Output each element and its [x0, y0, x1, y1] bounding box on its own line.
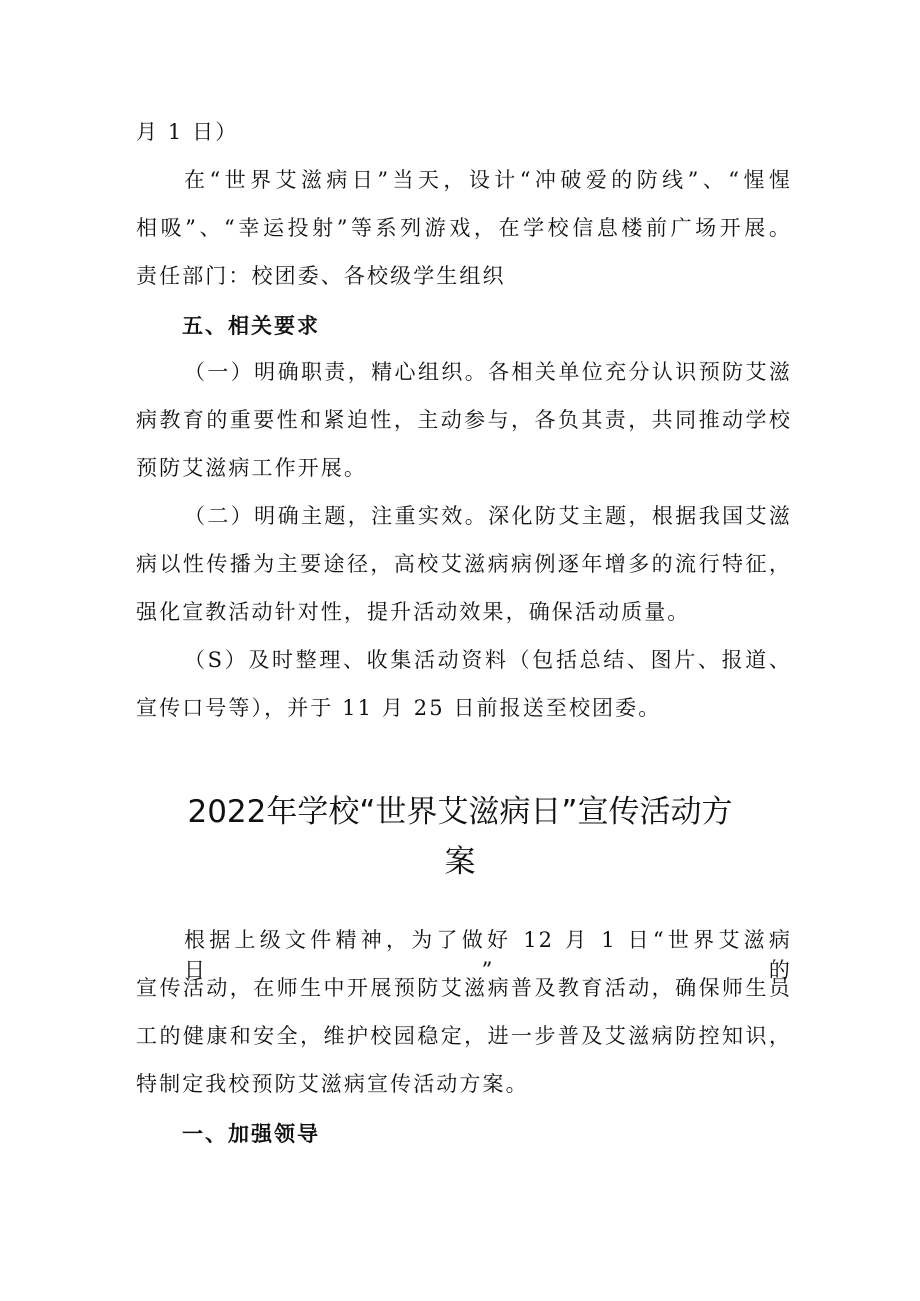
text-line: 在“世界艾滋病日”当天，设计“冲破爱的防线”、“惺惺 — [184, 168, 792, 192]
text-line: 相吸”、“幸运投射”等系列游戏，在学校信息楼前广场开展。 — [136, 216, 792, 240]
text-line: 根据上级文件精神，为了做好 12 月 1 日“世界艾滋病日”的 — [184, 928, 792, 982]
text-line: （S）及时整理、收集活动资料（包括总结、图片、报道、 — [184, 648, 792, 672]
text-line: 特制定我校预防艾滋病宣传活动方案。 — [136, 1072, 529, 1096]
text-line: 责任部门：校团委、各校级学生组织 — [136, 264, 506, 288]
text-line: 强化宣教活动针对性，提升活动效果，确保活动质量。 — [136, 600, 691, 624]
text-line: 宣传活动，在师生中开展预防艾滋病普及教育活动，确保师生员 — [136, 976, 792, 1000]
text-line: 月 1 日） — [136, 120, 239, 144]
section-heading: 一、加强领导 — [182, 1122, 320, 1146]
text-line: 病教育的重要性和紧迫性，主动参与，各负其责，共同推动学校 — [136, 408, 792, 432]
text-line: 工的健康和安全，维护校园稳定，进一步普及艾滋病防控知识， — [136, 1024, 792, 1048]
document-title-line-2: 案 — [444, 844, 476, 880]
text-line: 宣传口号等），并于 11 月 25 日前报送至校团委。 — [136, 696, 662, 720]
text-line: 预防艾滋病工作开展。 — [136, 456, 367, 480]
section-heading: 五、相关要求 — [182, 314, 320, 338]
text-line: （二）明确主题，注重实效。深化防艾主题，根据我国艾滋 — [184, 504, 792, 528]
text-line: 病以性传播为主要途径，高校艾滋病病例逐年增多的流行特征， — [136, 552, 792, 576]
document-title-line-1: 2022年学校“世界艾滋病日”宣传活动方 — [187, 794, 733, 830]
text-line: （一）明确职责，精心组织。各相关单位充分认识预防艾滋 — [184, 360, 792, 384]
